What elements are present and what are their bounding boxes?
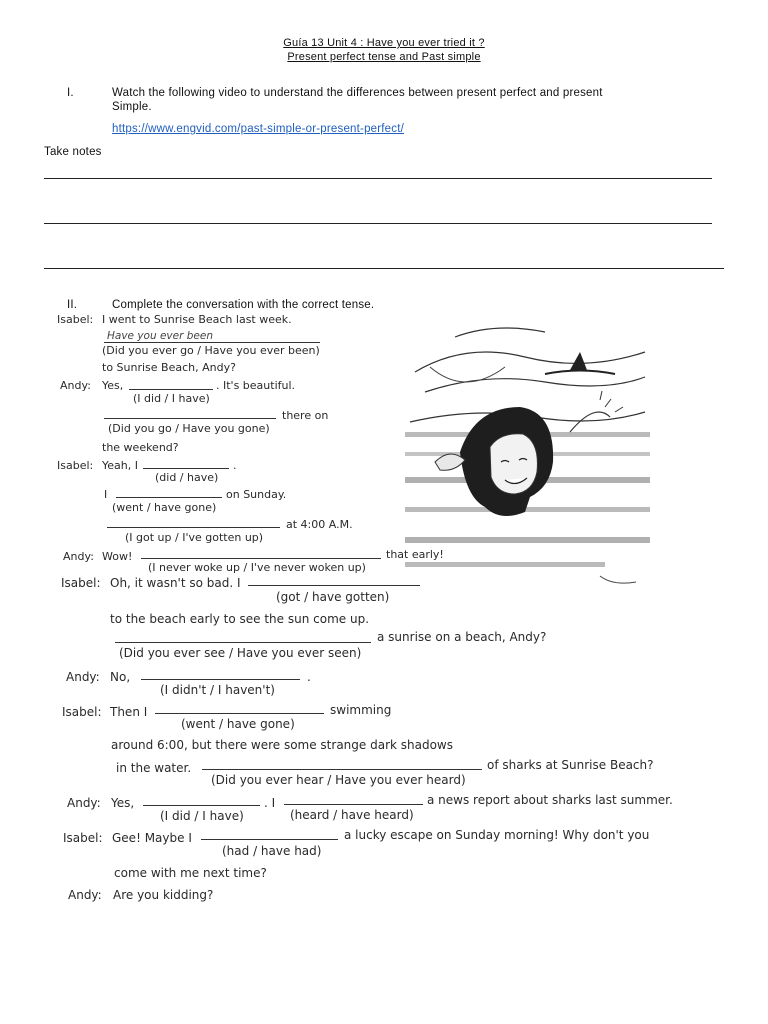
- answer-options: (Did you ever go / Have you ever been): [102, 344, 320, 357]
- speaker-andy: Andy:: [63, 550, 94, 563]
- answer-blank[interactable]: [248, 585, 420, 586]
- answer-blank[interactable]: [104, 342, 320, 343]
- dialogue-text: swimming: [330, 703, 392, 717]
- dialogue-line: Are you kidding?: [113, 888, 214, 902]
- dialogue-text: a news report about sharks last summer.: [427, 793, 673, 807]
- section-2-number: II.: [67, 299, 78, 311]
- answer-options: (went / have gone): [181, 717, 295, 731]
- section-1-number: I.: [67, 87, 74, 99]
- speaker-andy: Andy:: [67, 796, 101, 810]
- answer-options: (had / have had): [222, 844, 322, 858]
- dialogue-text: a sunrise on a beach, Andy?: [377, 630, 547, 644]
- answer-blank[interactable]: [129, 389, 213, 390]
- dialogue-text: No,: [110, 670, 131, 684]
- answer-options: (got / have gotten): [276, 590, 390, 604]
- wave-stroke: [598, 572, 638, 588]
- dialogue-line: come with me next time?: [114, 866, 267, 880]
- dialogue-line: I went to Sunrise Beach last week.: [102, 313, 292, 326]
- dialogue-line: to Sunrise Beach, Andy?: [102, 361, 236, 374]
- speaker-isabel: Isabel:: [61, 576, 101, 590]
- section-1-instruction-line1: Watch the following video to understand the differences between present perfect and present: [112, 87, 603, 99]
- answer-blank[interactable]: [115, 642, 371, 643]
- dialogue-text: on Sunday.: [226, 488, 287, 501]
- speaker-isabel: Isabel:: [63, 831, 103, 845]
- speaker-isabel: Isabel:: [57, 313, 94, 326]
- answer-blank[interactable]: [107, 527, 280, 528]
- answer-blank[interactable]: [155, 713, 324, 714]
- dialogue-text: Wow!: [102, 550, 133, 563]
- dialogue-text: that early!: [386, 548, 444, 561]
- dialogue-text: .: [307, 670, 311, 684]
- answer-blank[interactable]: [116, 497, 222, 498]
- answer-blank[interactable]: [284, 804, 423, 805]
- answer-options: (Did you ever see / Have you ever seen): [119, 646, 362, 660]
- answer-blank[interactable]: [143, 468, 229, 469]
- dialogue-text: at 4:00 A.M.: [286, 518, 353, 531]
- notes-line-3[interactable]: [44, 268, 724, 269]
- video-link[interactable]: https://www.engvid.com/past-simple-or-present-perfect/: [112, 123, 405, 135]
- dialogue-text: Yeah, I: [102, 459, 138, 472]
- worksheet-subtitle: Present perfect tense and Past simple: [287, 51, 481, 63]
- dialogue-text: I: [104, 488, 108, 501]
- notes-line-1[interactable]: [44, 178, 712, 179]
- answer-options: (Did you go / Have you gone): [108, 422, 270, 435]
- answer-options: (heard / have heard): [290, 808, 414, 822]
- handwritten-answer: Have you ever been: [107, 330, 213, 342]
- answer-blank[interactable]: [104, 418, 276, 419]
- answer-options: (I did / I have): [160, 809, 244, 823]
- answer-options: (I got up / I've gotten up): [125, 531, 264, 544]
- dialogue-text: Gee! Maybe I: [112, 831, 192, 845]
- dialogue-text: Then I: [110, 705, 148, 719]
- answer-blank[interactable]: [201, 839, 338, 840]
- dialogue-text: . I: [264, 796, 276, 810]
- speaker-andy: Andy:: [68, 888, 102, 902]
- answer-options: (I never woke up / I've never woken up): [148, 561, 366, 574]
- speaker-andy: Andy:: [60, 379, 91, 392]
- answer-options: (did / have): [155, 471, 219, 484]
- notes-line-2[interactable]: [44, 223, 712, 224]
- answer-options: (I did / I have): [133, 392, 210, 405]
- speaker-isabel: Isabel:: [57, 459, 94, 472]
- dialogue-text: Yes,: [102, 379, 124, 392]
- worksheet-title: Guía 13 Unit 4 : Have you ever tried it ?: [283, 37, 485, 49]
- answer-blank[interactable]: [141, 679, 300, 680]
- dialogue-text: .: [233, 459, 237, 472]
- speaker-isabel: Isabel:: [62, 705, 102, 719]
- dialogue-text: Yes,: [111, 796, 135, 810]
- dialogue-line: the weekend?: [102, 441, 179, 454]
- dialogue-text: of sharks at Sunrise Beach?: [487, 758, 654, 772]
- dialogue-text: Oh, it wasn't so bad. I: [110, 576, 241, 590]
- answer-blank[interactable]: [143, 805, 260, 806]
- section-1-instruction-line2: Simple.: [112, 101, 152, 113]
- answer-options: (went / have gone): [112, 501, 217, 514]
- answer-blank[interactable]: [202, 769, 482, 770]
- dialogue-line: to the beach early to see the sun come up.: [110, 612, 370, 626]
- answer-blank[interactable]: [141, 558, 381, 559]
- speaker-andy: Andy:: [66, 670, 100, 684]
- section-2-instruction: Complete the conversation with the correct tense.: [112, 299, 375, 311]
- dialogue-text: there on: [282, 409, 329, 422]
- dialogue-text: a lucky escape on Sunday morning! Why don't you: [344, 828, 650, 842]
- take-notes-label: Take notes: [44, 146, 102, 158]
- answer-options: (Did you ever hear / Have you ever heard): [211, 773, 466, 787]
- dialogue-line: around 6:00, but there were some strange dark shadows: [111, 738, 453, 752]
- dialogue-text: . It's beautiful.: [216, 379, 296, 392]
- dialogue-text: in the water.: [116, 761, 192, 775]
- answer-options: (I didn't / I haven't): [160, 683, 275, 697]
